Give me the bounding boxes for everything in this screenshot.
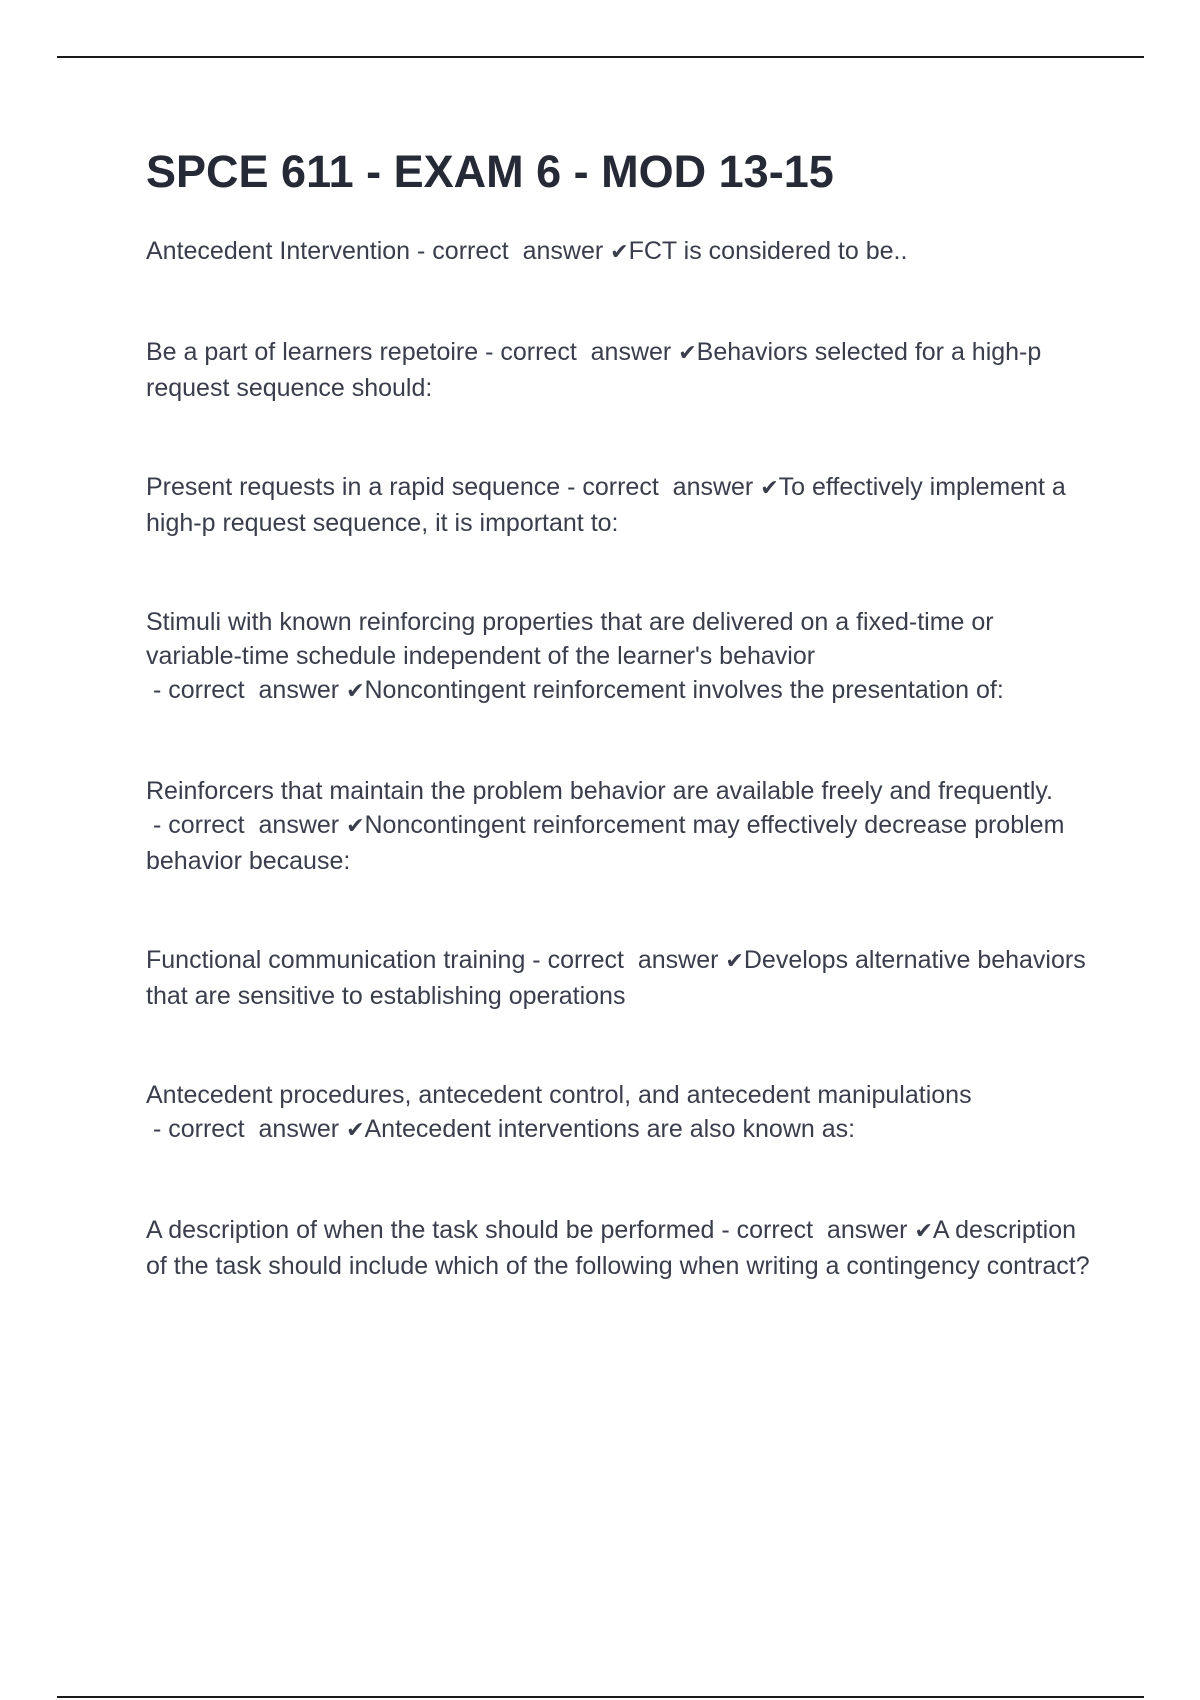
qa-separator: - correct answer xyxy=(478,338,679,366)
checkmark-icon: ✔ xyxy=(610,240,629,265)
qa-answer: Reinforcers that maintain the problem behavior are available freely and frequently. xyxy=(146,777,1053,805)
checkmark-icon: ✔ xyxy=(914,1219,933,1244)
qa-question: To effectively implement a high-p request sequence, it is important to: xyxy=(146,473,1066,537)
bottom-rule xyxy=(57,1696,1144,1698)
qa-question: Behaviors selected for a high-p request sequence should: xyxy=(146,338,1042,402)
qa-answer: Antecedent procedures, antecedent control, and antecedent manipulations xyxy=(146,1081,972,1109)
qa-separator: - correct answer xyxy=(560,473,761,501)
qa-answer: Stimuli with known reinforcing properties that are delivered on a fixed-time or variable-time schedule independent of the learner's behavior xyxy=(146,608,994,670)
qa-answer: A description of when the task should be performed xyxy=(146,1216,715,1244)
qa-answer: Functional communication training xyxy=(146,946,526,974)
document-title: SPCE 611 - EXAM 6 - MOD 13-15 xyxy=(146,146,834,197)
checkmark-icon: ✔ xyxy=(346,1118,365,1143)
qa-answer: Be a part of learners repetoire xyxy=(146,338,479,366)
qa-item xyxy=(146,774,1096,878)
qa-item xyxy=(146,943,1096,1013)
qa-answer: Antecedent Intervention xyxy=(146,237,411,265)
qa-question: Antecedent interventions are also known as: xyxy=(364,1115,856,1143)
qa-question: Noncontingent reinforcement involves the presentation of: xyxy=(364,676,1004,704)
qa-answer: Present requests in a rapid sequence xyxy=(146,473,561,501)
qa-item xyxy=(146,1213,1096,1283)
qa-separator: - correct answer xyxy=(714,1216,915,1244)
document-body xyxy=(146,142,1096,1348)
checkmark-icon: ✔ xyxy=(760,476,779,501)
qa-question: FCT is considered to be.. xyxy=(628,237,908,265)
checkmark-icon: ✔ xyxy=(346,679,365,704)
qa-question: Noncontingent reinforcement may effectively decrease problem behavior because: xyxy=(146,811,1065,875)
qa-item xyxy=(146,1078,1096,1148)
qa-separator: - correct answer xyxy=(146,676,347,704)
qa-list xyxy=(146,234,1096,1283)
qa-item xyxy=(146,335,1096,405)
qa-item xyxy=(146,234,1096,270)
qa-separator: - correct answer xyxy=(146,1115,347,1143)
qa-item xyxy=(146,470,1096,540)
checkmark-icon: ✔ xyxy=(346,814,365,839)
top-rule xyxy=(57,56,1144,58)
qa-item xyxy=(146,605,1096,709)
qa-separator: - correct answer xyxy=(525,946,726,974)
qa-question: A description of the task should include which of the following when writing a contingency contract? xyxy=(146,1216,1090,1280)
qa-separator: - correct answer xyxy=(146,811,347,839)
checkmark-icon: ✔ xyxy=(725,949,744,974)
qa-question: Develops alternative behaviors that are sensitive to establishing operations xyxy=(146,946,1086,1010)
qa-separator: - correct answer xyxy=(410,237,611,265)
checkmark-icon: ✔ xyxy=(678,341,697,366)
